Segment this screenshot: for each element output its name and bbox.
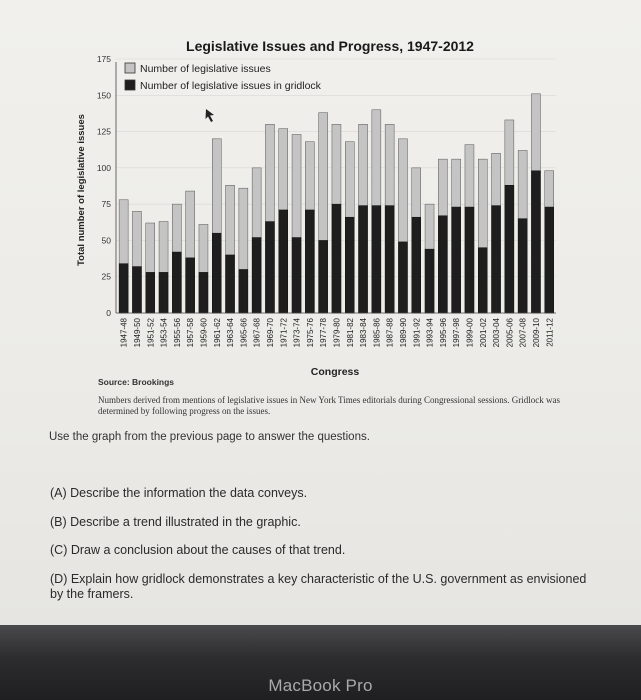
x-tick-label: 2001-02: [478, 318, 488, 348]
x-tick-label: 1963-64: [226, 318, 236, 348]
x-tick-label: 2011-12: [545, 318, 555, 347]
bar-gridlock-1971-72: [279, 210, 288, 313]
x-tick-label: 1947-48: [119, 318, 129, 348]
x-tick-label: 1957-58: [186, 318, 196, 348]
bar-gridlock-1987-88: [385, 206, 394, 313]
x-tick-label: 1967-68: [252, 318, 262, 348]
x-axis-label: Congress: [310, 366, 360, 378]
bar-gridlock-1983-84: [359, 206, 368, 313]
bar-gridlock-1955-56: [172, 252, 181, 313]
y-tick-label: 150: [96, 90, 111, 101]
bar-gridlock-1967-68: [252, 238, 261, 313]
question-d: (D) Explain how gridlock demonstrates a key characteristic of the U.S. government as envisioned by the framers.: [50, 572, 587, 601]
bar-gridlock-1997-98: [452, 207, 461, 313]
bar-gridlock-1985-86: [372, 206, 381, 313]
bar-gridlock-1957-58: [186, 258, 195, 313]
y-tick-label: 0: [106, 308, 111, 318]
bar-gridlock-1981-82: [345, 217, 354, 313]
x-tick-label: 1989-90: [398, 318, 408, 348]
mouse-cursor-icon: [206, 109, 215, 122]
bar-gridlock-1947-48: [119, 264, 128, 313]
source-note: Numbers derived from mentions of legislative issues in New York Times editorials during Congressional sessions. Gridlock was determined by following progress on the issues.: [98, 395, 560, 416]
x-tick-labels: [120, 317, 555, 347]
bar-gridlock-1953-54: [159, 272, 168, 313]
bar-gridlock-2011-12: [545, 207, 554, 313]
x-tick-label: 2007-08: [518, 318, 528, 348]
x-tick-label: 1953-54: [159, 318, 169, 348]
x-tick-label: 1973-74: [292, 318, 302, 348]
x-tick-label: 1951-52: [146, 318, 156, 348]
question-c: (C) Draw a conclusion about the causes of that trend.: [50, 543, 346, 557]
bar-gridlock-1999-00: [465, 207, 474, 313]
question-b: (B) Describe a trend illustrated in the graphic.: [50, 515, 301, 529]
chart-title: Legislative Issues and Progress, 1947-2012: [186, 38, 474, 54]
instruction-text: Use the graph from the previous page to answer the questions.: [49, 431, 370, 443]
source-label: Source: Brookings: [98, 377, 175, 387]
bar-gridlock-1959-60: [199, 272, 208, 313]
laptop-brand-label: MacBook Pro: [268, 676, 373, 695]
y-tick-label: 50: [101, 235, 111, 246]
x-tick-label: 1975-76: [305, 318, 315, 348]
x-tick-label: 1965-66: [239, 318, 249, 348]
x-tick-label: 1979-80: [332, 318, 342, 348]
x-tick-label: 1991-92: [412, 318, 422, 348]
bar-gridlock-1961-62: [212, 233, 221, 313]
bar-gridlock-2005-06: [505, 185, 514, 313]
x-tick-label: 2003-04: [492, 318, 502, 348]
x-tick-label: 1985-86: [372, 318, 382, 348]
x-tick-label: 1959-60: [199, 318, 209, 348]
bar-gridlock-1979-80: [332, 204, 341, 313]
legend-label-gridlock: Number of legislative issues in gridlock: [140, 80, 321, 92]
x-tick-label: 1987-88: [385, 318, 395, 348]
bar-gridlock-1991-92: [412, 217, 421, 313]
x-tick-label: 1983-84: [359, 318, 369, 348]
bar-gridlock-1973-74: [292, 238, 301, 313]
bar-gridlock-2009-10: [531, 171, 540, 313]
question-a: (A) Describe the information the data conveys.: [50, 486, 308, 500]
y-axis-label: Total number of legislative issues: [76, 114, 87, 266]
bar-gridlock-1975-76: [305, 210, 314, 313]
legend: [125, 63, 322, 92]
bar-gridlock-1963-64: [226, 255, 235, 313]
x-tick-label: 1993-94: [425, 318, 435, 348]
y-tick-labels: [97, 54, 111, 318]
y-tick-label: 125: [96, 126, 111, 137]
x-tick-label: 1961-62: [212, 318, 222, 348]
y-tick-label: 75: [101, 199, 111, 210]
bar-gridlock-1989-90: [398, 242, 407, 313]
bars-group: [119, 94, 554, 313]
bar-gridlock-1951-52: [146, 272, 155, 313]
x-tick-label: 1977-78: [319, 318, 329, 348]
x-tick-label: 2005-06: [505, 318, 515, 348]
x-tick-label: 1971-72: [279, 318, 289, 348]
bar-gridlock-2007-08: [518, 219, 527, 313]
x-tick-label: 1969-70: [265, 318, 275, 348]
bar-gridlock-1977-78: [319, 240, 328, 313]
x-tick-label: 1981-82: [345, 318, 355, 348]
x-tick-label: 1955-56: [172, 318, 182, 348]
bar-gridlock-1949-50: [132, 267, 141, 313]
y-tick-label: 25: [101, 271, 111, 282]
legend-swatch-gridlock: [125, 80, 135, 90]
bar-gridlock-1969-70: [265, 222, 274, 313]
bar-gridlock-1995-96: [438, 216, 447, 313]
bar-gridlock-2003-04: [492, 206, 501, 313]
y-tick-label: 100: [96, 162, 111, 173]
bar-gridlock-1993-94: [425, 249, 434, 313]
x-tick-label: 2009-10: [531, 318, 541, 348]
x-tick-label: 1999-00: [465, 318, 475, 348]
x-tick-label: 1995-96: [438, 318, 448, 348]
y-tick-label: 175: [96, 54, 111, 64]
bar-gridlock-2001-02: [478, 248, 487, 313]
x-tick-label: 1949-50: [132, 318, 142, 348]
legend-label-issues: Number of legislative issues: [140, 63, 271, 75]
x-tick-label: 1997-98: [452, 318, 462, 348]
bar-gridlock-1965-66: [239, 269, 248, 313]
legend-swatch-issues: [125, 63, 135, 73]
